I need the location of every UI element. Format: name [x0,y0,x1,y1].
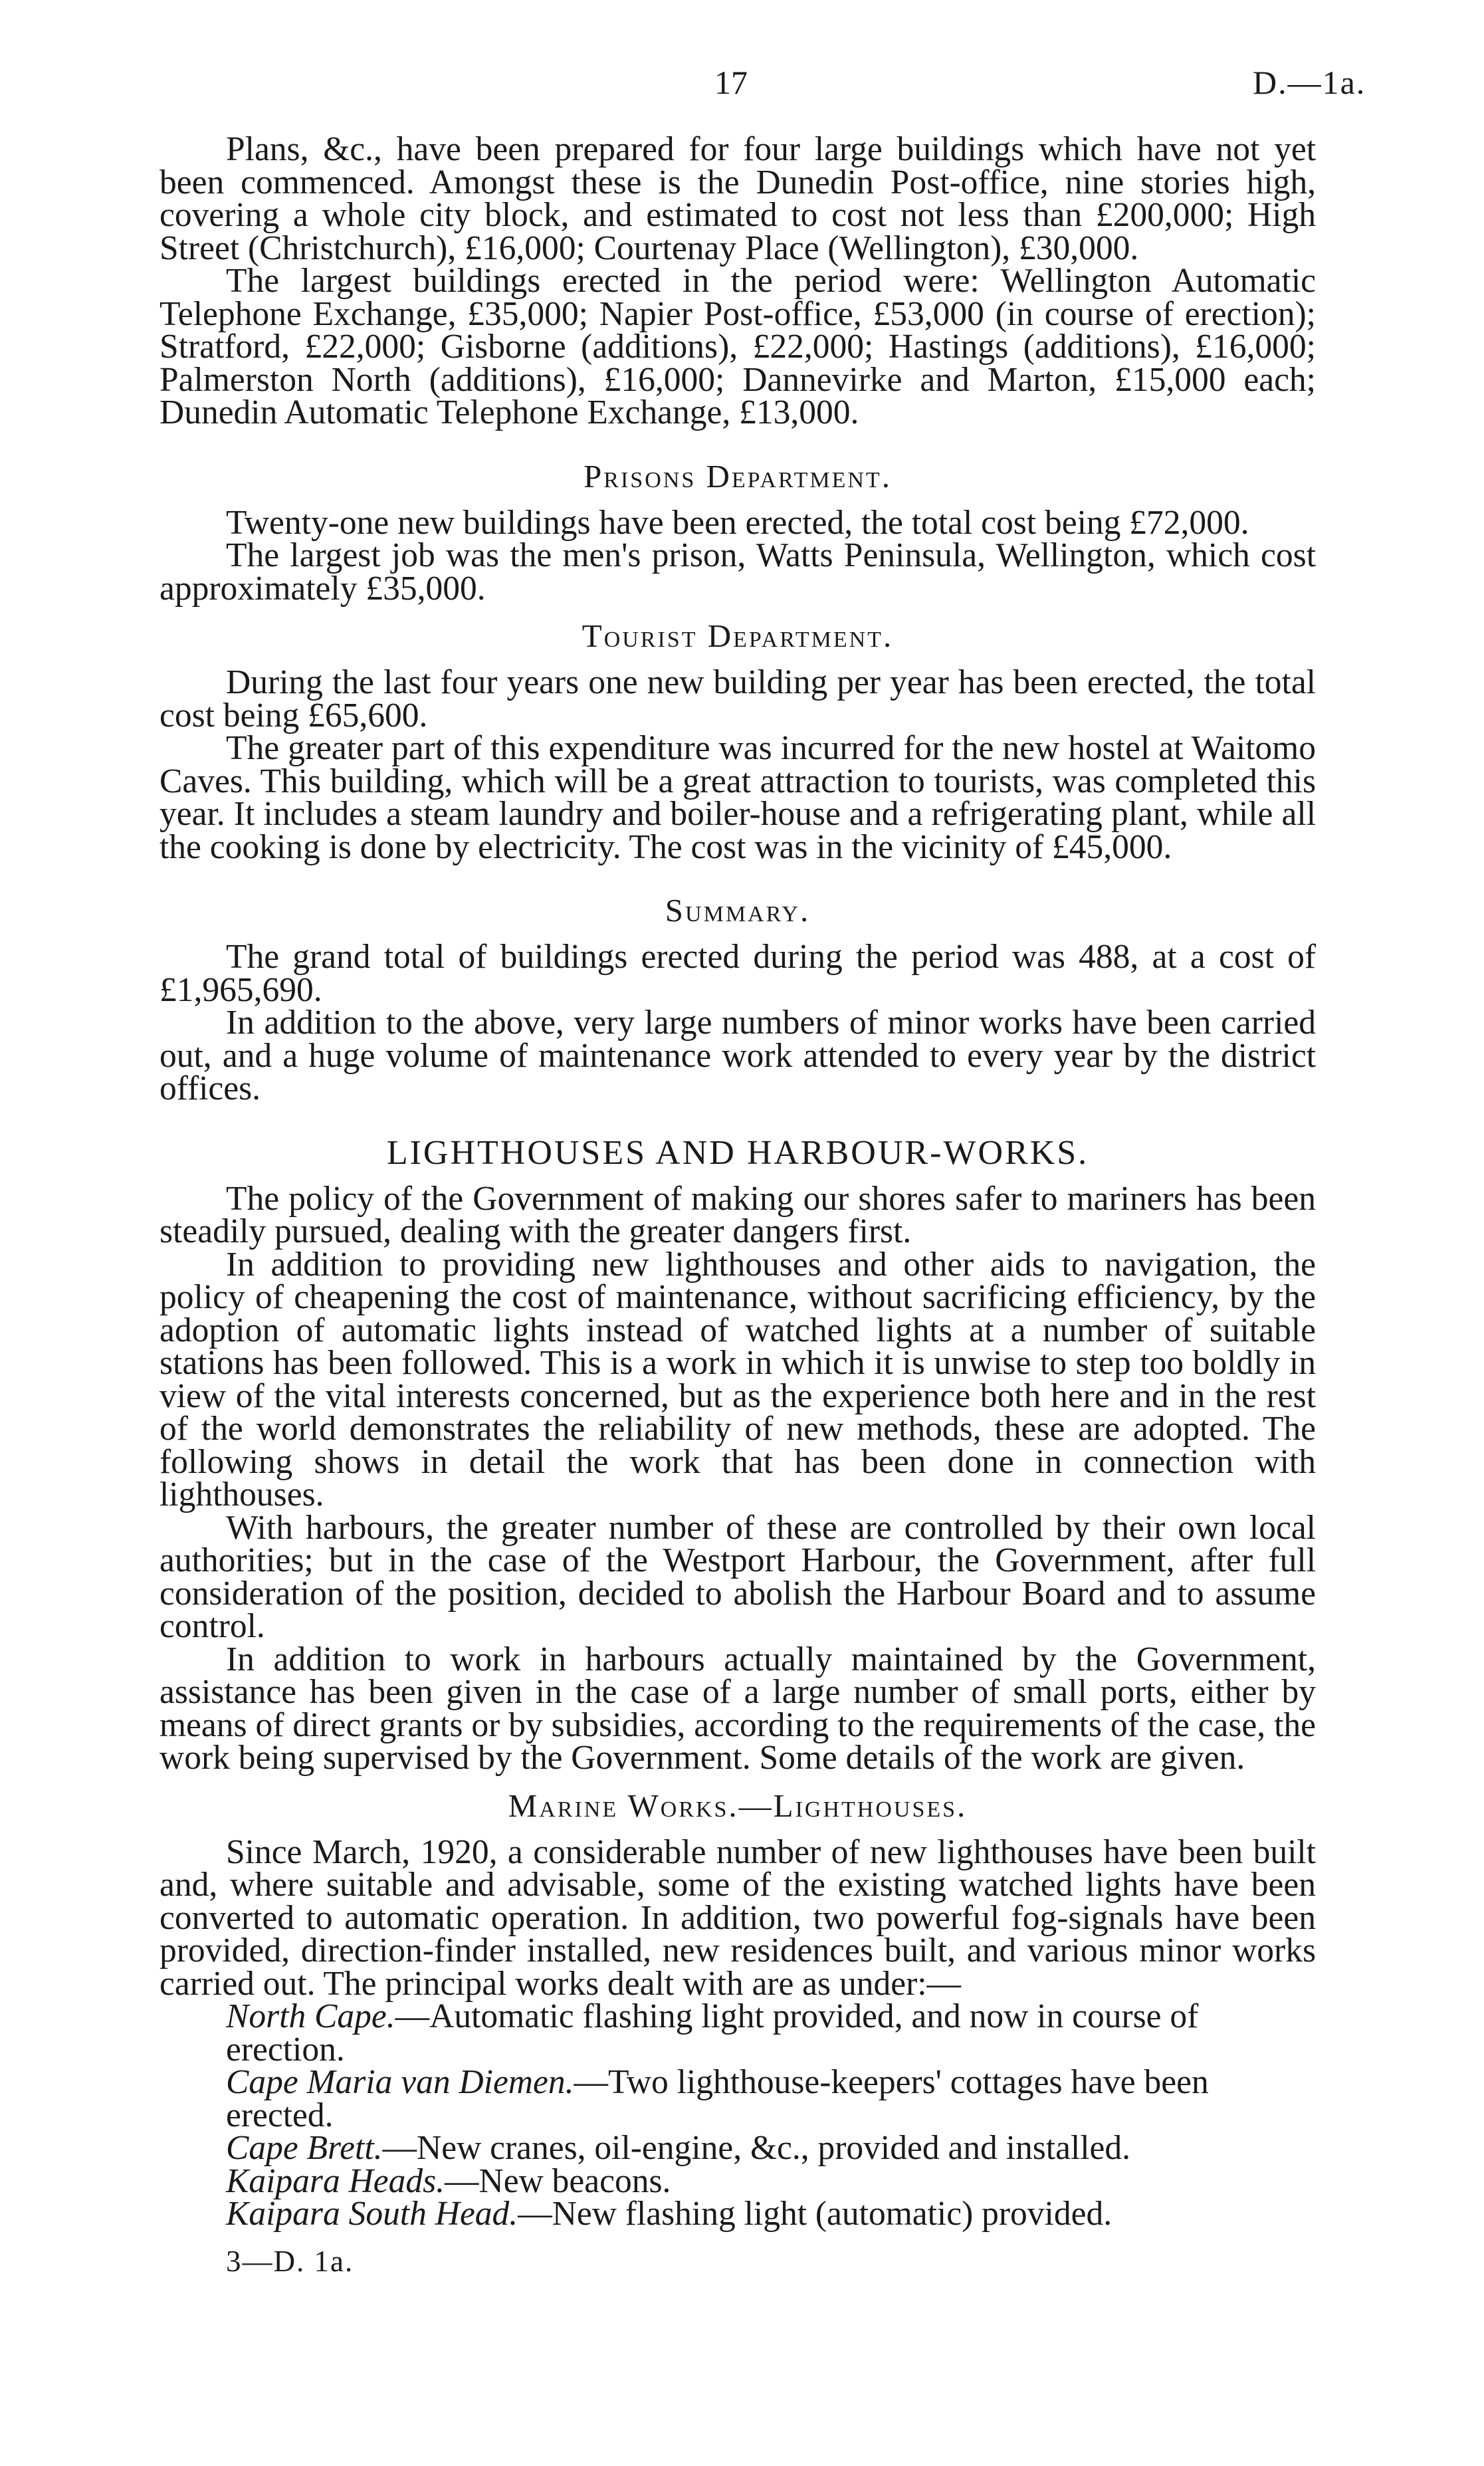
page-body [159,130,1316,2278]
section-heading-marine-works: Marine Works.—Lighthouses. [508,1787,968,1824]
item-text: —Automatic flashing light provided, and now in course of erection. [226,1997,1199,2069]
paragraph: With harbours, the greater number of these are controlled by their own local authorities; but in the case of the Westport Harbour, the Government, after full consideration of the position, decided to abolish the Harbour Board and to assume control. [159,1508,1316,1645]
section-heading-lighthouses: LIGHTHOUSES AND HARBOUR-WORKS. [386,1133,1089,1172]
page-header [0,63,1484,110]
item-text: —New cranes, oil-engine, &c., provided and installed. [382,2129,1131,2167]
item-text: —Two lighthouse-keepers' cottages have been erected. [226,2063,1209,2134]
paragraph: Twenty-one new buildings have been erected, the total cost being £72,000. [226,503,1249,542]
paragraph: Plans, &c., have been prepared for four large buildings which have not yet been commenced. Amongst these is the Dunedin Post-office, nine stories high, covering a whole city block, and estimated to cost not less than £200,000; High Street (Christchurch), £16,000; Courtenay Place (Wellington), £30,000. [159,130,1316,267]
paragraph: In addition to providing new lighthouses and other aids to navigation, the policy of cheapening the cost of maintenance, without sacrificing efficiency, by the adoption of automatic lights instead of watched lights at a number of suitable stations has been followed. This is a work in which it is unwise to step too boldly in view of the vital interests concerned, but as the experience both here and in the rest of the world demonstrates the reliability of new methods, these are adopted. The following shows in detail the work that has been done in connection with lighthouses. [159,1245,1316,1513]
list-item [159,2162,1316,2200]
paragraph: Since March, 1920, a considerable number of new lighthouses have been built and, where suitable and advisable, some of the existing watched lights have been converted to automatic operation. In addition, two powerful fog-signals have been provided, direction-finder installed, new residences built, and various minor works carried out. The principal works dealt with are as under:— [159,1833,1316,2003]
list-item [159,2063,1316,2134]
item-text: —New beacons. [445,2162,671,2200]
paragraph: The largest buildings erected in the period were: Wellington Automatic Telephone Exchange, £35,000; Napier Post-office, £53,000 (in course of erection); Stratford, £22,000; Gisborne (additions), £22,000; Hastings (additions), £16,000; Palmerston North (additions), £16,000; Dannevirke and Marton, £15,000 each; Dunedin Automatic Telephone Exchange, £13,000. [159,262,1316,431]
section-heading-summary: Summary. [665,892,811,929]
paragraph: The policy of the Government of making our shores safer to mariners has been steadily pursued, dealing with the greater dangers first. [159,1179,1316,1250]
paragraph: The grand total of buildings erected during the period was 488, at a cost of £1,965,690. [159,938,1316,1009]
item-text: —New flashing light (automatic) provided. [518,2195,1113,2233]
item-place: Kaipara South Head. [226,2195,518,2233]
section-heading-tourist: Tourist Department. [582,617,894,654]
paragraph: The greater part of this expenditure was incurred for the new hostel at Waitomo Caves. This building, which will be a great attraction to tourists, was completed this year. It includes a steam laundry and boiler-house and a refrigerating plant, while all the cooking is done by electricity. The cost was in the vicinity of £45,000. [159,729,1316,866]
section-heading-prisons: Prisons Department. [583,457,892,495]
list-item [159,2129,1316,2167]
item-place: Cape Brett. [226,2129,383,2167]
document-reference: D.—1a. [1253,64,1366,101]
paragraph: The largest job was the men's prison, Watts Peninsula, Wellington, which cost approximately £35,000. [159,536,1316,608]
paragraph: In addition to the above, very large numbers of minor works have been carried out, and a huge volume of maintenance work attended to every year by the district offices. [159,1004,1316,1107]
item-place: North Cape. [226,1997,395,2035]
list-item [159,1997,1316,2069]
paragraph: In addition to work in harbours actually maintained by the Government, assistance has been given in the case of a large number of small ports, either by means of direct grants or by subsidies, according to the requirements of the case, the work being supervised by the Government. Some details of the work are given. [159,1640,1316,1777]
item-place: Kaipara Heads. [226,2162,445,2200]
paragraph: During the last four years one new building per year has been erected, the total cost being £65,600. [159,663,1316,734]
list-item [159,2197,1316,2231]
page-signature: 3—D. 1a. [226,2244,354,2278]
item-place: Cape Maria van Diemen. [226,2063,574,2101]
page-number: 17 [714,64,748,101]
